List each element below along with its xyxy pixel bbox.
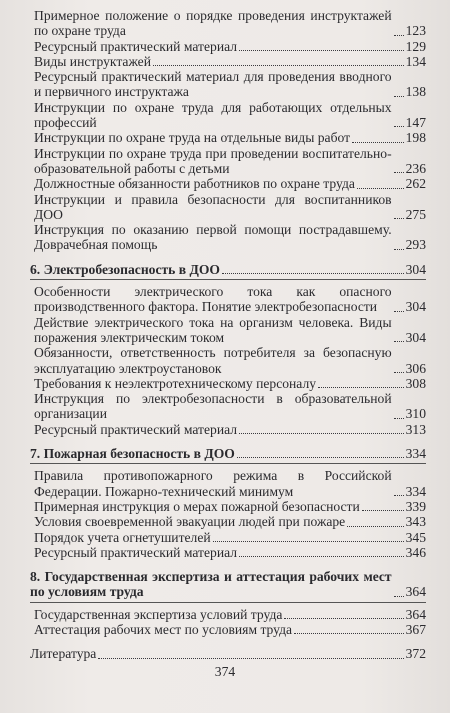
toc-entry-text: Инструкция по электробезопасности в образовательной организации (34, 391, 392, 422)
toc-entry (30, 100, 426, 131)
leader-dots (394, 418, 404, 419)
leader-dots (394, 249, 404, 250)
toc-entry-page: 364 (405, 606, 426, 622)
section-title: 8. Государственная экспертиза и аттестация рабочих мест по условиям труда (30, 569, 392, 600)
toc-entry-text: Ресурсный практический материал для проведения вводного и первичного инструктажа (34, 69, 392, 100)
leader-dots (394, 96, 404, 97)
leader-dots (352, 142, 404, 143)
toc-entry (30, 376, 426, 391)
toc-entry-page: 293 (405, 237, 426, 253)
leader-dots (394, 35, 404, 36)
section-heading (30, 569, 426, 600)
toc-entry-page: 339 (405, 498, 426, 514)
leader-dots (357, 188, 404, 189)
toc-entry-text: Примерная инструкция о мерах пожарной безопасности (34, 498, 360, 514)
toc-entry-page: 308 (405, 375, 426, 391)
leader-dots (284, 618, 403, 619)
section-page: 334 (405, 446, 426, 462)
toc-entry-text: Ресурсный практический материал (34, 544, 238, 560)
toc-entry (30, 499, 426, 514)
section-title: 7. Пожарная безопасность в ДОО (30, 446, 235, 462)
toc-entry (30, 192, 426, 223)
page-number: 374 (214, 664, 236, 679)
leader-dots (237, 457, 404, 458)
table-of-contents (30, 8, 426, 662)
toc-entry-page: 147 (405, 115, 426, 131)
toc-entry-page: 198 (405, 130, 426, 146)
leader-dots (394, 218, 404, 219)
toc-entry-text: Аттестация рабочих мест по условиям труда (34, 621, 293, 637)
leader-dots (153, 65, 404, 66)
divider-line (30, 279, 426, 280)
toc-entry-page: 306 (405, 360, 426, 376)
toc-entry-page: 123 (405, 23, 426, 39)
section-title: 6. Электробезопасность в ДОО (30, 261, 220, 277)
leader-dots (222, 273, 404, 274)
toc-entry-text: Порядок учета огнетушителей (34, 529, 211, 545)
toc-entry-page: 304 (405, 329, 426, 345)
section-page: 304 (405, 261, 426, 277)
leader-dots (394, 372, 404, 373)
toc-entry-page: 367 (405, 621, 426, 637)
toc-entry-page: 346 (405, 544, 426, 560)
toc-entry-literature (30, 646, 426, 661)
toc-entry-text: Инструкции по охране труда при проведении воспитательно-образовательной работы с детьми (34, 145, 392, 176)
toc-entry-page: 334 (405, 483, 426, 499)
toc-entry (30, 315, 426, 346)
toc-entry (30, 622, 426, 637)
toc-entry (30, 222, 426, 253)
toc-entry-text: Правила противопожарного режима в Российской Федерации. Пожарно-технический минимум (34, 468, 392, 499)
section-page: 364 (405, 584, 426, 600)
toc-entry-text: Государственная экспертиза условий труда (34, 606, 283, 622)
toc-entry-text: Условия своевременной эвакуации людей при пожаре (34, 514, 346, 530)
leader-dots (318, 387, 404, 388)
toc-entry (30, 391, 426, 422)
toc-entry (30, 54, 426, 69)
leader-dots (239, 50, 404, 51)
leader-dots (394, 495, 404, 496)
toc-entry-page: 262 (405, 176, 426, 192)
toc-entry (30, 146, 426, 177)
leader-dots (394, 126, 404, 127)
toc-entry-page: 275 (405, 206, 426, 222)
toc-entry (30, 69, 426, 100)
toc-entry-text: Инструкции по охране труда для работающих отдельных профессий (34, 99, 392, 131)
toc-entry (30, 607, 426, 622)
toc-entry-text: Инструкция по оказанию первой помощи пострадавшему. Доврачебная помощь (34, 222, 392, 253)
leader-dots (239, 556, 404, 557)
toc-entry-text: Действие электрического тока на организм человека. Виды поражения электрическим током (34, 314, 392, 345)
toc-entry (30, 284, 426, 315)
toc-entry-text: Инструкции по охране труда на отдельные виды работ (34, 130, 351, 146)
toc-entry (30, 545, 426, 560)
toc-entry-text: Требования к неэлектротехническому персоналу (34, 375, 317, 391)
toc-entry-text: Особенности электрического тока как опасного производственного фактора. Понятие электробезопасности (34, 284, 392, 315)
toc-entry (30, 345, 426, 376)
toc-entry (30, 422, 426, 437)
leader-dots (362, 510, 404, 511)
toc-entry (30, 176, 426, 191)
toc-entry-text: Примерное положение о порядке проведения инструктажей по охране труда (34, 8, 392, 39)
section-heading (30, 446, 426, 461)
divider-line (30, 602, 426, 603)
leader-dots (294, 633, 404, 634)
leader-dots (213, 541, 404, 542)
toc-entry-page: 304 (405, 299, 426, 315)
toc-entry-text: Литература (30, 646, 97, 662)
leader-dots (239, 433, 404, 434)
toc-entry-page: 134 (405, 53, 426, 69)
toc-entry-page: 343 (405, 514, 426, 530)
leader-dots (394, 596, 404, 597)
section-heading (30, 262, 426, 277)
toc-entry-page: 236 (405, 160, 426, 176)
toc-entry (30, 39, 426, 54)
toc-entry-page: 345 (405, 529, 426, 545)
toc-entry-text: Должностные обязанности работников по охране труда (34, 176, 355, 192)
toc-entry-page: 313 (405, 421, 426, 437)
leader-dots (394, 172, 404, 173)
toc-entry-page: 310 (405, 406, 426, 422)
toc-entry-page: 129 (405, 38, 426, 54)
toc-entry (30, 514, 426, 529)
toc-entry-text: Ресурсный практический материал (34, 421, 238, 437)
toc-entry (30, 530, 426, 545)
toc-entry (30, 468, 426, 499)
toc-entry-page: 372 (405, 646, 426, 662)
leader-dots (394, 341, 404, 342)
toc-entry-text: Инструкции и правила безопасности для воспитанников ДОО (34, 191, 392, 222)
spacer (30, 637, 426, 646)
toc-entry (30, 8, 426, 39)
divider-line (30, 463, 426, 464)
toc-entry-text: Виды инструктажей (34, 53, 151, 69)
toc-entry-text: Ресурсный практический материал (34, 38, 238, 54)
leader-dots (347, 526, 403, 527)
toc-entry (30, 130, 426, 145)
toc-entry-text: Обязанности, ответственность потребителя за безопасную эксплуатацию электроустановок (34, 345, 392, 376)
leader-dots (98, 658, 403, 659)
leader-dots (394, 311, 404, 312)
toc-entry-page: 138 (405, 84, 426, 100)
